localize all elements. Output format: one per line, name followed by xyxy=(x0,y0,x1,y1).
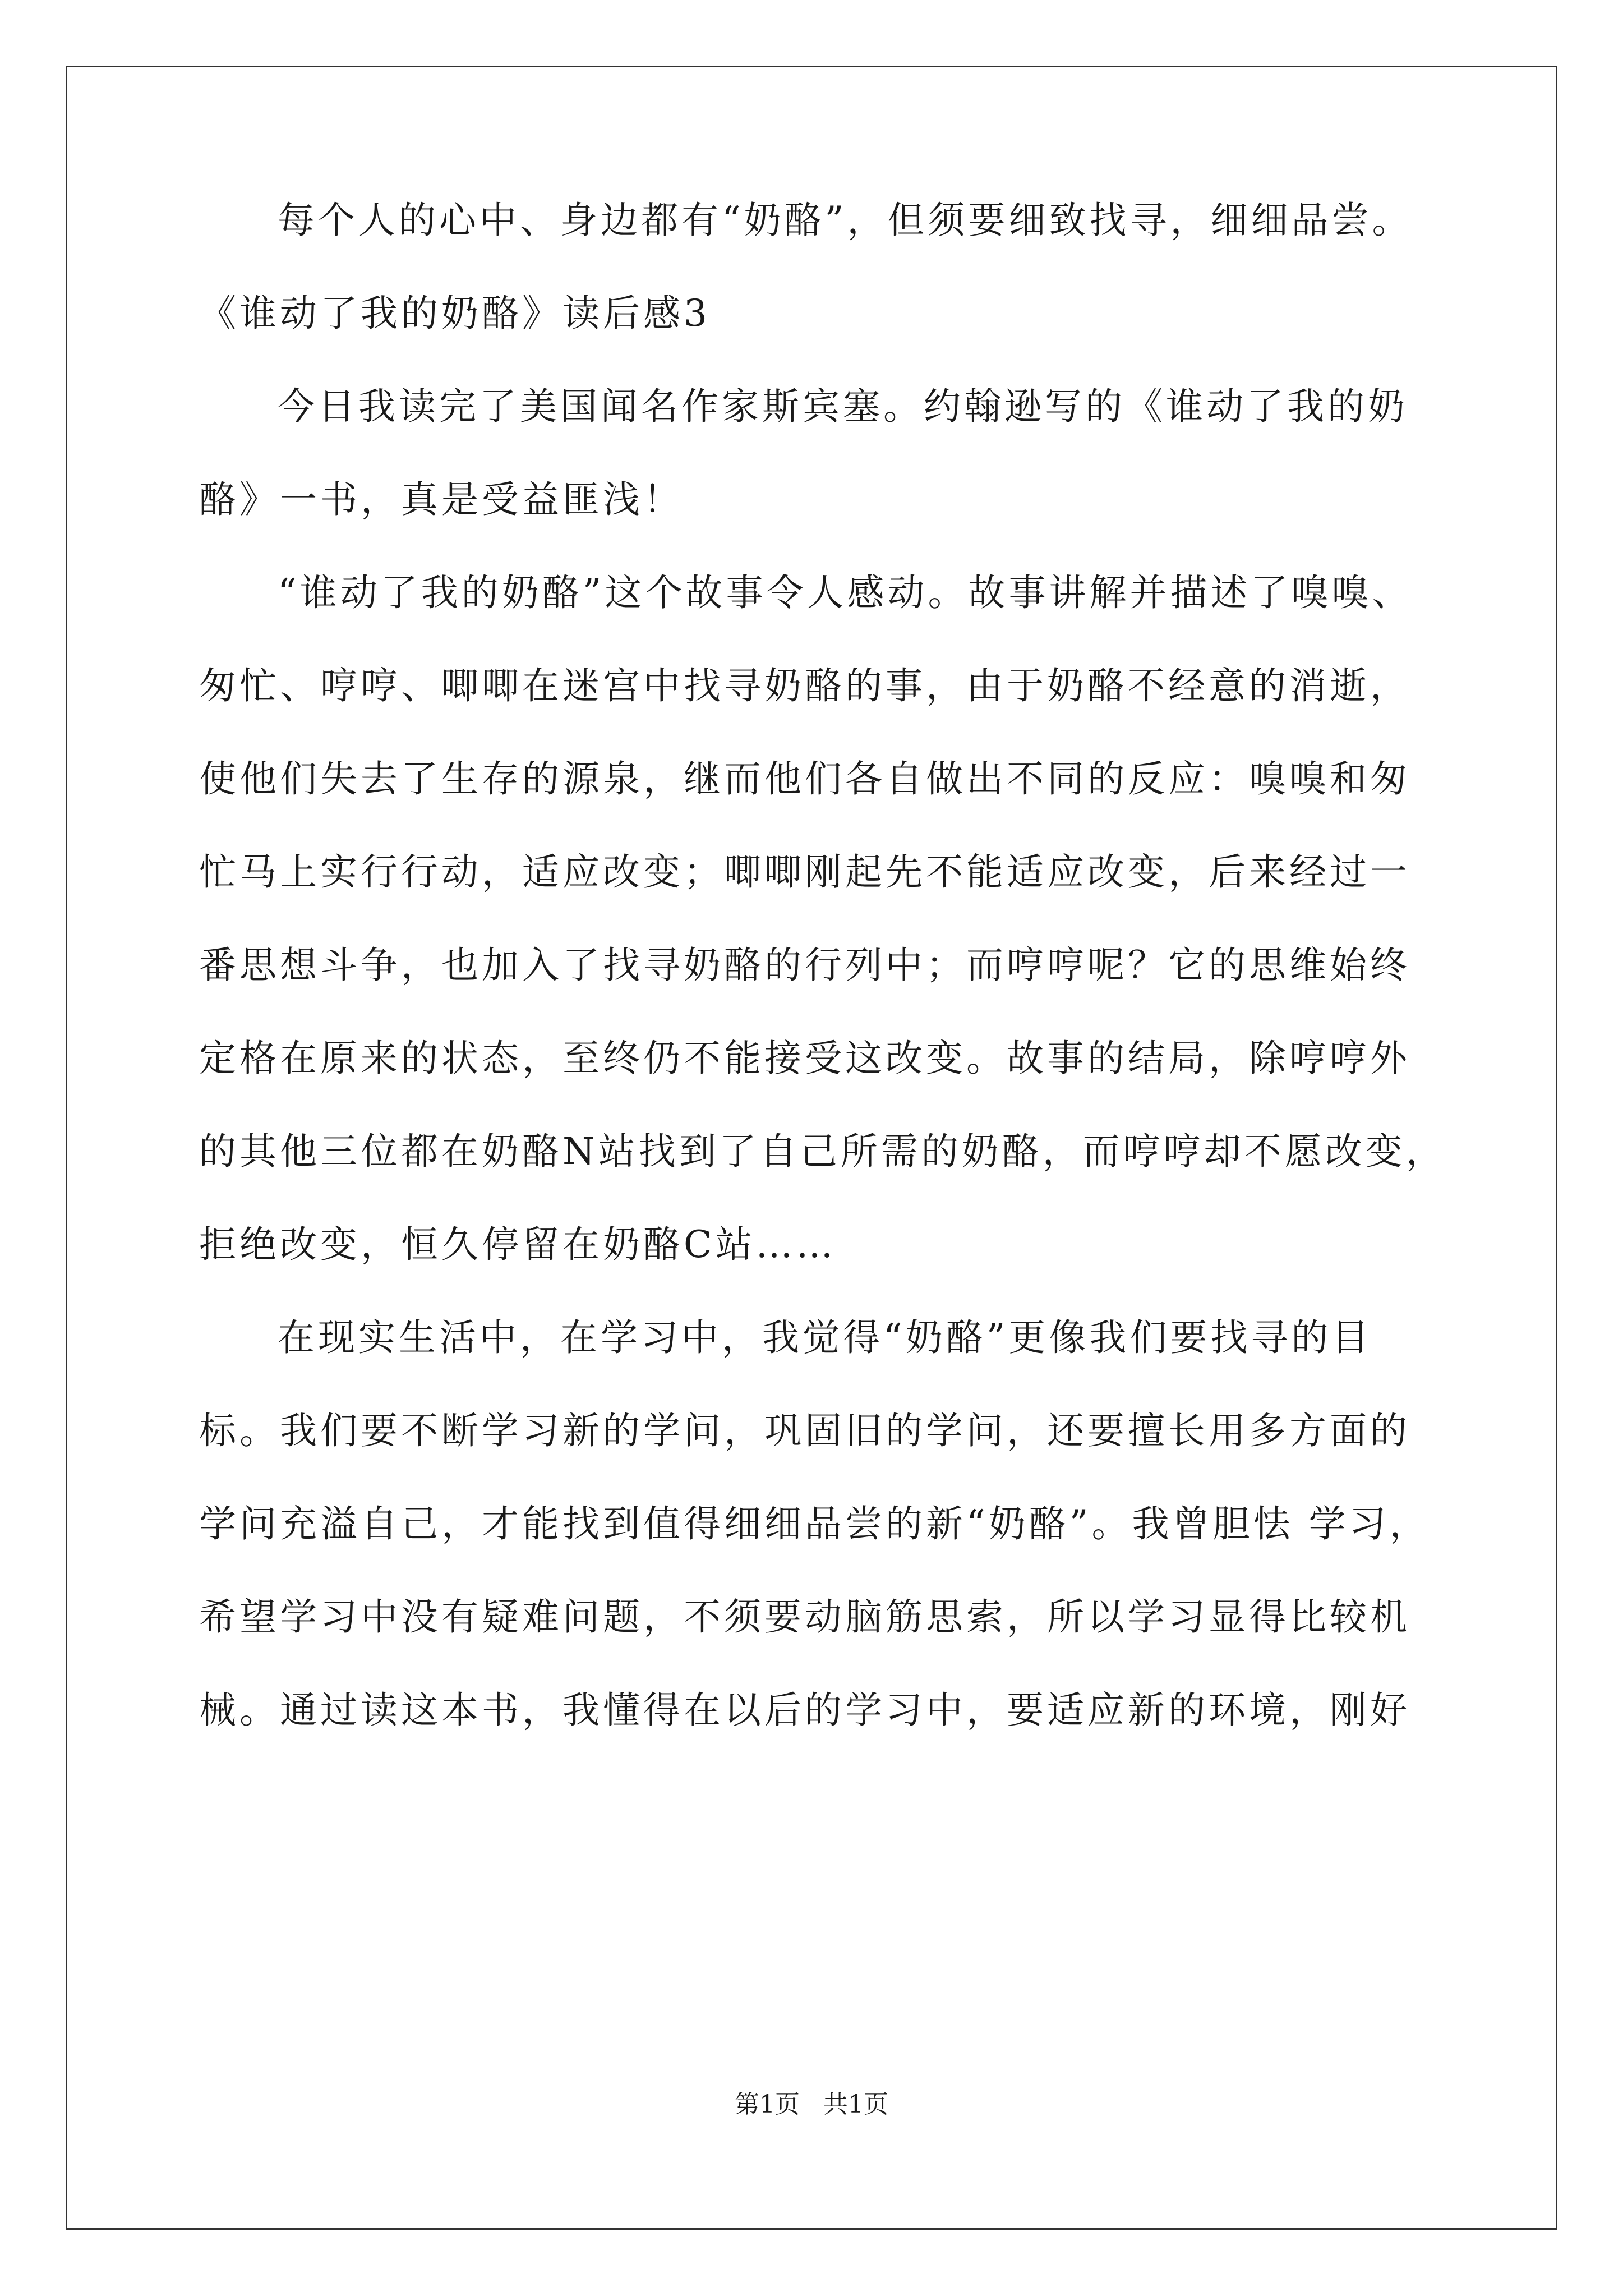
page-number-footer: 第1页 共1页 xyxy=(735,2090,888,2119)
document-body xyxy=(199,199,1455,1785)
paragraph-line: 的其他三位都在奶酪N站找到了自己所需的奶酪，而哼哼却不愿改变， xyxy=(199,1130,1446,1173)
paragraph-line: 忙马上实行行动，适应改变；唧唧刚起先不能适应改变，后来经过一 xyxy=(199,850,1410,894)
paragraph-line: 希望学习中没有疑难问题，不须要动脑筋思索，所以学习显得比较机 xyxy=(199,1595,1410,1639)
paragraph-line: 匆忙、哼哼、唧唧在迷宫中找寻奶酪的事，由于奶酪不经意的消逝， xyxy=(199,664,1410,707)
section-heading: 《谁动了我的奶酪》读后感3 xyxy=(199,292,711,335)
paragraph-line: 酪》一书，真是受益匪浅！ xyxy=(199,478,684,521)
paragraph-line: 在现实生活中，在学习中，我觉得“奶酪”更像我们要找寻的目 xyxy=(278,1316,1372,1359)
paragraph-line: 拒绝改变，恒久停留在奶酪C站…… xyxy=(199,1223,837,1266)
paragraph-line: 标。我们要不断学习新的学问，巩固旧的学问，还要擅长用多方面的 xyxy=(199,1409,1410,1452)
paragraph-line: 每个人的心中、身边都有“奶酪”，但须要细致找寻，细细品尝。 xyxy=(278,199,1413,242)
paragraph-line: 学问充溢自己，才能找到值得细细品尝的新“奶酪”。我曾胆怯 学习， xyxy=(199,1502,1430,1545)
paragraph-line: 番思想斗争，也加入了找寻奶酪的行列中；而哼哼呢？它的思维始终 xyxy=(199,944,1410,987)
paragraph-line: 定格在原来的状态，至终仍不能接受这改变。故事的结局，除哼哼外 xyxy=(199,1037,1410,1080)
paragraph-line: 械。通过读这本书，我懂得在以后的学习中，要适应新的环境，刚好 xyxy=(199,1688,1410,1732)
paragraph-line: 使他们失去了生存的源泉，继而他们各自做出不同的反应：嗅嗅和匆 xyxy=(199,757,1410,800)
paragraph-line: “谁动了我的奶酪”这个故事令人感动。故事讲解并描述了嗅嗅、 xyxy=(278,571,1413,614)
paragraph-line: 今日我读完了美国闻名作家斯宾塞。约翰逊写的《谁动了我的奶 xyxy=(278,385,1408,428)
